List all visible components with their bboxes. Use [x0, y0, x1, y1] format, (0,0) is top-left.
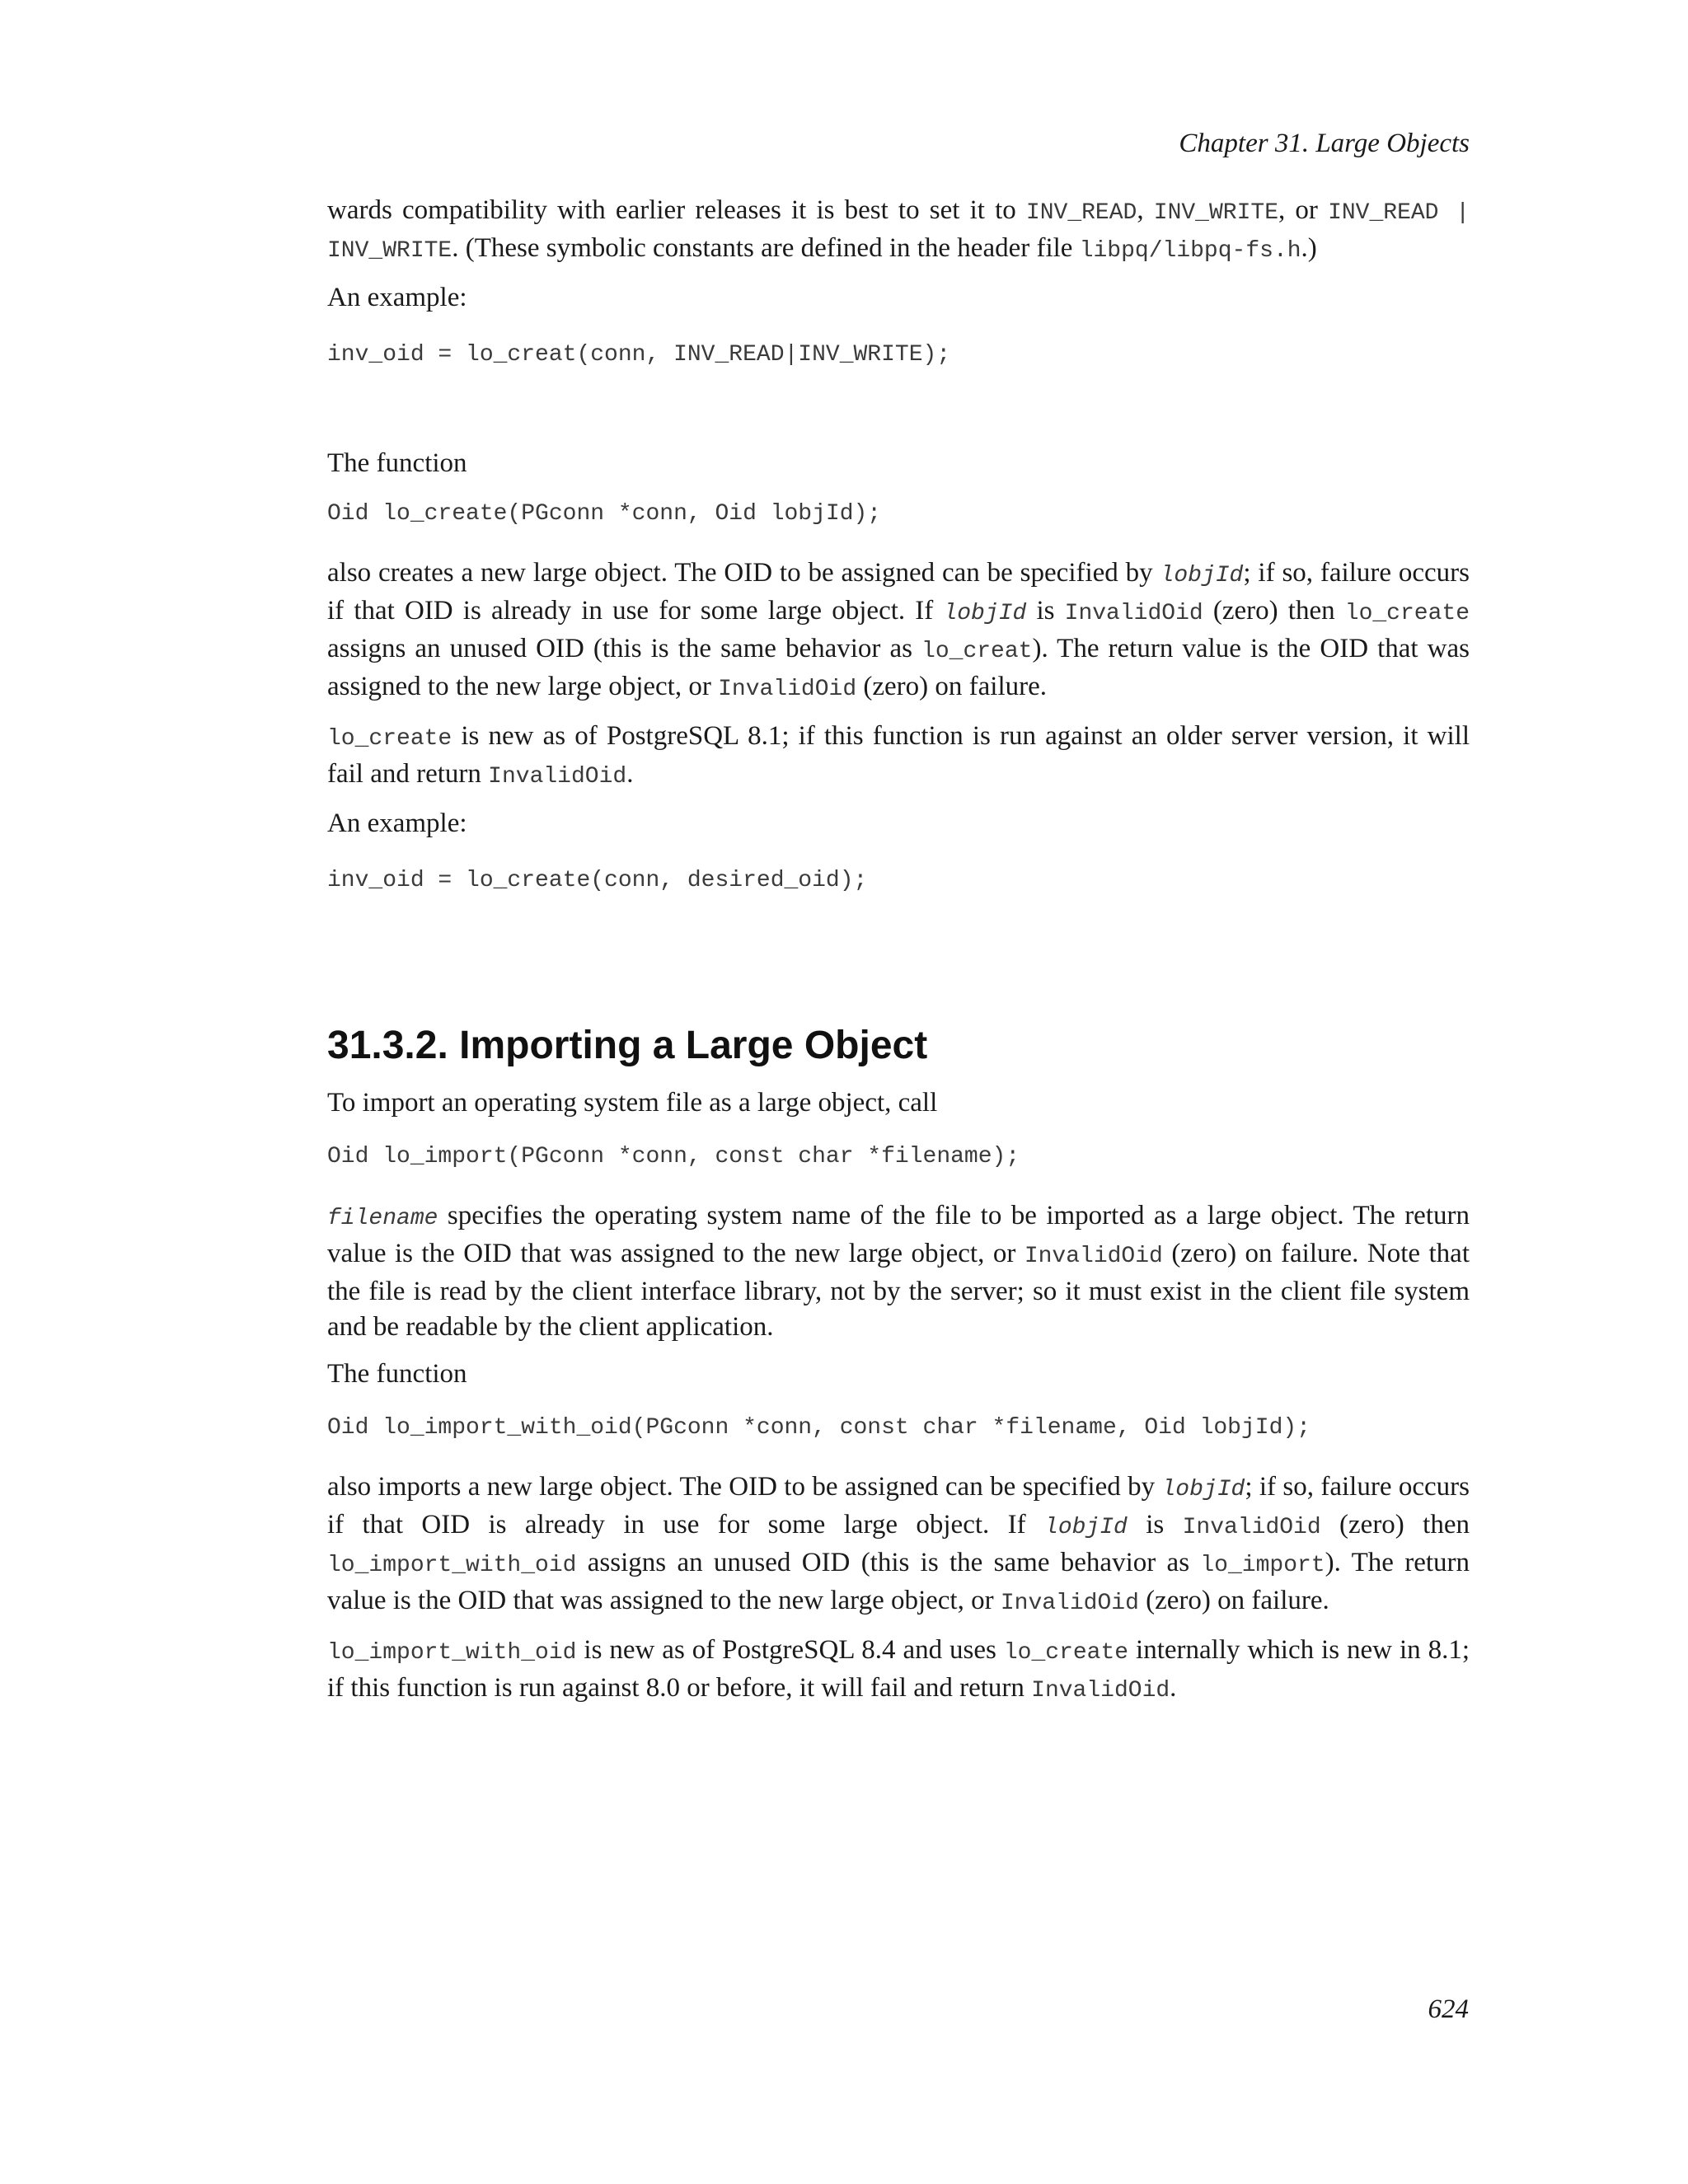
text: (zero) on failure. Note that the file is read by the client interface library, not by the server; so it must exist in the client file system and be readable by the client application. [327, 1239, 1470, 1342]
param-lobjid: lobjId [943, 601, 1027, 626]
page-content [327, 193, 1470, 1720]
text: also imports a new large object. The OID to be assigned can be specified by [327, 1472, 1162, 1502]
code-invalidoid: InvalidOid [1064, 601, 1203, 626]
text: ; if so, failure occurs if that OID is already in use for some large object. If [327, 1472, 1470, 1540]
text: (zero) on failure. [856, 672, 1047, 701]
param-filename: filename [327, 1206, 438, 1231]
text: . [1170, 1673, 1177, 1703]
code-lo-create: lo_create [1003, 1640, 1129, 1666]
text: wards compatibility with earlier releases it is best to set it to [327, 195, 1026, 225]
text: also creates a new large object. The OID to be assigned can be specified by [327, 558, 1160, 588]
text: assigns an unused OID (this is the same behavior as [576, 1548, 1201, 1577]
paragraph-lo-create-version [327, 719, 1470, 794]
paragraph-the-function: The function [327, 448, 467, 478]
code-invalidoid: InvalidOid [1000, 1591, 1139, 1616]
code-invalidoid: InvalidOid [1182, 1515, 1321, 1540]
example-label: An example: [327, 808, 467, 838]
code-lo-import: lo_import [1200, 1553, 1325, 1578]
code-lo-import-with-oid: lo_import_with_oid [327, 1553, 577, 1578]
paragraph-open-flags [327, 193, 1470, 269]
example-label: An example: [327, 283, 467, 312]
text: is [1026, 596, 1065, 626]
section-title: 31.3.2. Importing a Large Object [327, 1024, 928, 1067]
text: . [626, 759, 634, 789]
text: is new as of PostgreSQL 8.4 and uses [576, 1635, 1004, 1665]
code-block-lo-create: Oid lo_create(PGconn *conn, Oid lobjId); [327, 501, 882, 527]
code-invalidoid: InvalidOid [488, 764, 627, 790]
code-invalidoid: InvalidOid [1024, 1244, 1163, 1269]
code-inv-read: INV_READ [1025, 200, 1137, 226]
text: (zero) on failure. [1138, 1586, 1329, 1615]
code-invalidoid: InvalidOid [1031, 1678, 1170, 1704]
text: . (These symbolic constants are defined in the header file [452, 233, 1080, 263]
code-block-lo-import: Oid lo_import(PGconn *conn, const char *filename); [327, 1144, 1020, 1169]
code-inv-write: INV_WRITE [1153, 200, 1278, 226]
text: (zero) then [1203, 596, 1345, 626]
code-lo-create: lo_create [327, 726, 452, 752]
paragraph-lo-create-description [327, 555, 1470, 707]
code-invalidoid: InvalidOid [718, 677, 857, 702]
text: .) [1301, 233, 1317, 263]
code-header-file: libpq/libpq-fs.h [1079, 238, 1301, 264]
text: ). The return value is the OID that was assigned to the new large object, or [327, 1548, 1470, 1615]
paragraph-lo-import-with-oid-version [327, 1633, 1470, 1708]
param-lobjid: lobjId [1161, 1477, 1245, 1502]
param-lobjid: lobjId [1160, 563, 1244, 588]
text: assigns an unused OID (this is the same behavior as [327, 634, 922, 663]
page-number: 624 [1428, 1994, 1469, 2024]
text: internally which is new in 8.1; if this function is run against 8.0 or before, it will fail and return [327, 1635, 1470, 1703]
code-block-lo-import-with-oid: Oid lo_import_with_oid(PGconn *conn, const char *filename, Oid lobjId); [327, 1415, 1311, 1441]
text: ). The return value is the OID that was assigned to the new large object, or [327, 634, 1470, 701]
text: , [1137, 195, 1154, 225]
code-block-lo-creat: inv_oid = lo_creat(conn, INV_READ|INV_WRITE); [327, 342, 951, 368]
text: is [1127, 1510, 1183, 1540]
text: is new as of PostgreSQL 8.1; if this function is run against an older server version, it will fail and return [327, 721, 1470, 789]
paragraph-lo-import-with-oid-description [327, 1469, 1470, 1621]
text: (zero) then [1320, 1510, 1470, 1540]
paragraph-lo-import-description [327, 1198, 1470, 1345]
param-lobjid: lobjId [1044, 1515, 1128, 1540]
paragraph-import-intro: To import an operating system file as a large object, call [327, 1088, 938, 1118]
text: ; if so, failure occurs if that OID is already in use for some large object. If [327, 558, 1470, 626]
running-header: Chapter 31. Large Objects [1179, 129, 1470, 158]
code-inv-read-write: INV_READ | INV_WRITE [327, 200, 1470, 264]
code-lo-import-with-oid: lo_import_with_oid [327, 1640, 577, 1666]
code-lo-create: lo_create [1344, 601, 1470, 626]
text: specifies the operating system name of the file to be imported as a large object. The return value is the OID that was assigned to the new large object, or [327, 1201, 1470, 1268]
paragraph-the-function: The function [327, 1359, 467, 1389]
code-lo-creat: lo_creat [921, 639, 1033, 664]
code-block-lo-create-example: inv_oid = lo_create(conn, desired_oid); [327, 868, 868, 893]
text: , or [1278, 195, 1329, 225]
